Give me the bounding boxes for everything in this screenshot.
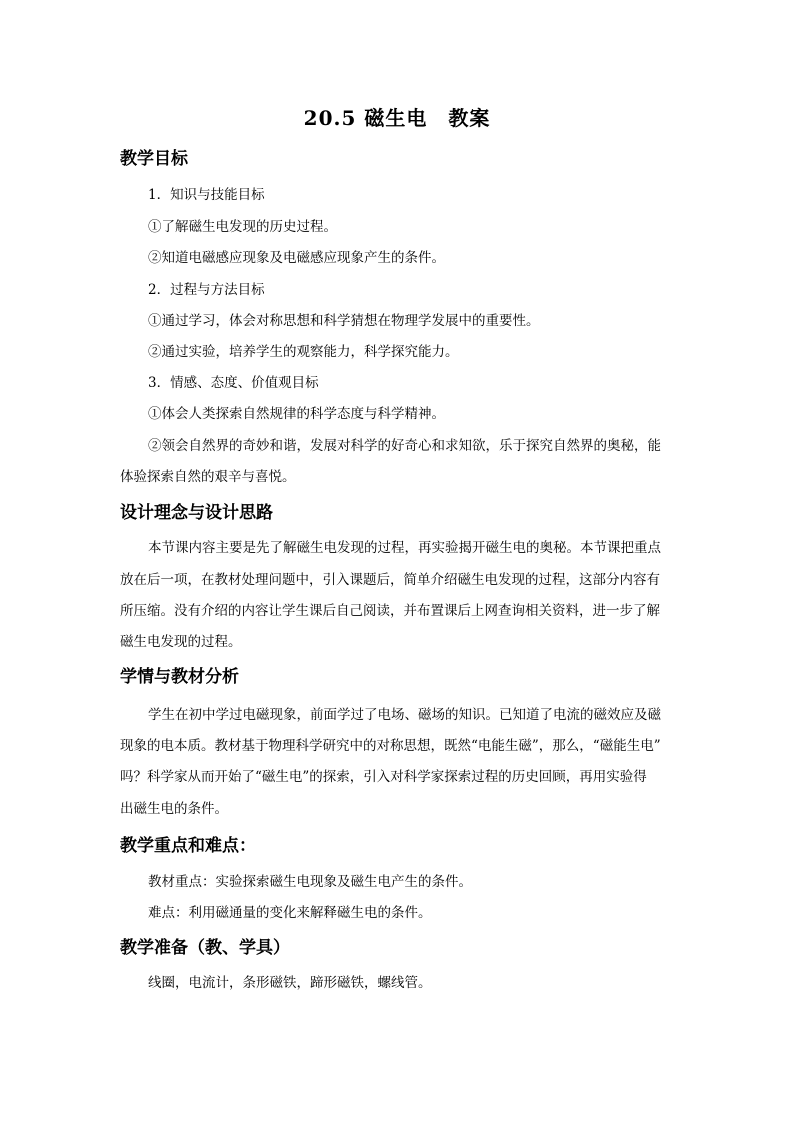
goal-line-4: 2．过程与方法目标 [148,282,265,298]
goal-line-2: ①了解磁生电发现的历史过程。 [148,219,337,235]
analysis-line-4: 出磁生电的条件。 [120,801,228,817]
goal-line-3: ②知道电磁感应现象及电磁感应现象产生的条件。 [148,250,445,266]
heading-key-points: 教学重点和难点： [120,836,256,856]
heading-design-concept: 设计理念与设计思路 [120,503,273,523]
design-line-3: 所压缩。没有介绍的内容让学生课后自己阅读，并布置课后上网查询相关资料，进一步了解 [120,603,660,619]
goal-line-7: 3．情感、态度、价值观目标 [148,375,319,391]
heading-analysis: 学情与教材分析 [120,667,239,687]
design-line-1: 本节课内容主要是先了解磁生电发现的过程，再实验揭开磁生电的奥秘。本节课把重点 [148,540,661,556]
goal-line-8: ①体会人类探索自然规律的科学态度与科学精神。 [148,406,445,422]
goal-line-10: 体验探索自然的艰辛与喜悦。 [120,469,296,485]
design-line-2: 放在后一项，在教材处理问题中，引入课题后，简单介绍磁生电发现的过程，这部分内容有 [120,572,660,588]
goal-line-6: ②通过实验，培养学生的观察能力，科学探究能力。 [148,344,459,360]
keypoint-line-2: 难点：利用磁通量的变化来解释磁生电的条件。 [148,905,432,921]
goal-line-9: ②领会自然界的奇妙和谐，发展对科学的好奇心和求知欲，乐于探究自然界的奥秘，能 [148,438,661,454]
heading-materials: 教学准备（教、学具） [120,938,290,958]
materials-line-1: 线圈，电流计，条形磁铁，蹄形磁铁，螺线管。 [148,975,432,991]
analysis-line-3: 吗？科学家从而开始了“磁生电”的探索，引入对科学家探索过程的历史回顾，再用实验得 [120,769,647,785]
design-line-4: 磁生电发现的过程。 [120,634,242,650]
analysis-line-1: 学生在初中学过电磁现象，前面学过了电场、磁场的知识。已知道了电流的磁效应及磁 [148,707,661,723]
keypoint-line-1: 教材重点：实验探索磁生电现象及磁生电产生的条件。 [148,874,472,890]
heading-teaching-goals: 教学目标 [120,149,188,169]
goal-line-1: 1．知识与技能目标 [148,187,265,203]
goal-line-5: ①通过学习，体会对称思想和科学猜想在物理学发展中的重要性。 [148,313,540,329]
analysis-line-2: 现象的电本质。教材基于物理科学研究中的对称思想，既然“电能生磁”，那么，“磁能生电” [120,738,661,754]
document-title: 20.5 磁生电 教案 [303,106,491,130]
